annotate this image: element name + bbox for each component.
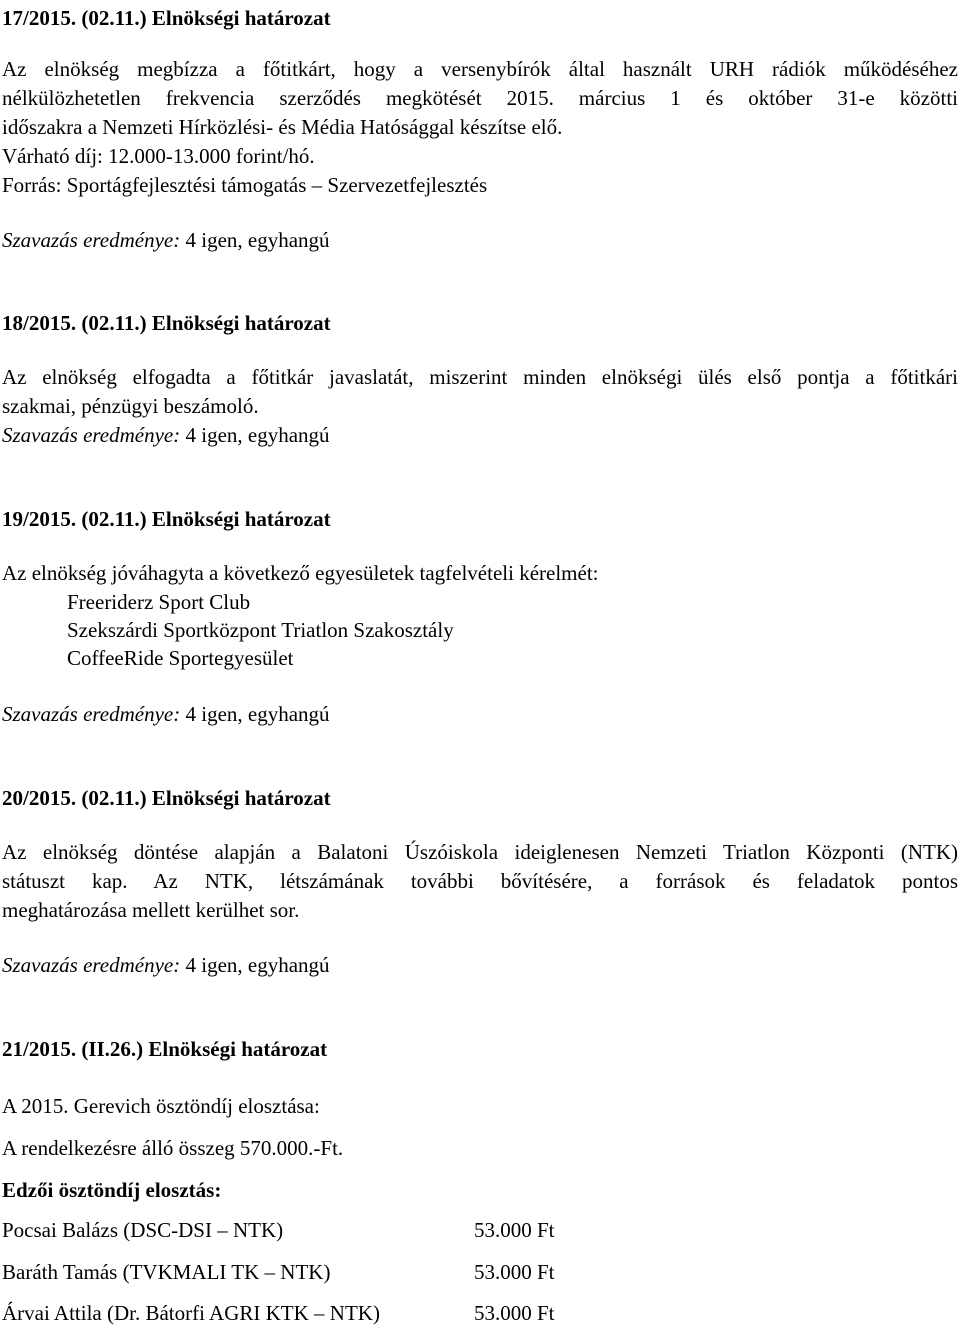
resolution-19-heading: 19/2015. (02.11.) Elnökségi határozat bbox=[2, 507, 331, 531]
scholarship-row-name: Baráth Tamás (TVKMALI TK – NTK) bbox=[2, 1260, 331, 1284]
resolution-20-vote bbox=[2, 951, 330, 979]
scholarship-row-name: Árvai Attila (Dr. Bátorfi AGRI KTK – NTK) bbox=[2, 1301, 380, 1325]
vote-value: 4 igen, egyhangú bbox=[180, 702, 330, 726]
vote-label: Szavazás eredménye: bbox=[2, 423, 181, 447]
scholarship-row-amount: 53.000 Ft bbox=[474, 1301, 555, 1325]
resolution-17-text-line: időszakra a Nemzeti Hírközlési- és Média Hatósággal készítse elő. bbox=[2, 115, 563, 139]
resolution-21-text-line: A 2015. Gerevich ösztöndíj elosztása: bbox=[2, 1094, 320, 1118]
vote-value: 4 igen, egyhangú bbox=[180, 423, 330, 447]
scholarship-row-amount: 53.000 Ft bbox=[474, 1260, 555, 1284]
vote-label: Szavazás eredménye: bbox=[2, 228, 181, 252]
resolution-17-text-line: nélkülözhetetlen frekvencia szerződés megkötését 2015. március 1 és október 31-e közötti bbox=[2, 86, 958, 110]
resolution-20-text-line: Az elnökség döntése alapján a Balatoni Úszóiskola ideiglenesen Nemzeti Triatlon Központi (NTK) bbox=[2, 840, 958, 864]
resolution-20-text-line: meghatározása mellett kerülhet sor. bbox=[2, 898, 300, 922]
resolution-17-heading: 17/2015. (02.11.) Elnökségi határozat bbox=[2, 6, 331, 30]
resolution-17-vote bbox=[2, 226, 330, 254]
club-list-item: Freeriderz Sport Club bbox=[67, 590, 251, 614]
vote-value: 4 igen, egyhangú bbox=[180, 953, 330, 977]
resolution-20-text-line: státuszt kap. Az NTK, létszámának további bővítésére, a források és feladatok pontos bbox=[2, 869, 958, 893]
vote-label: Szavazás eredménye: bbox=[2, 702, 181, 726]
resolution-19-text-line: Az elnökség jóváhagyta a következő egyesületek tagfelvételi kérelmét: bbox=[2, 561, 599, 585]
resolution-21-heading: 21/2015. (II.26.) Elnökségi határozat bbox=[2, 1037, 328, 1061]
scholarship-subheading: Edzői ösztöndíj elosztás: bbox=[2, 1178, 222, 1202]
resolution-18-vote bbox=[2, 421, 330, 449]
resolution-17-source: Forrás: Sportágfejlesztési támogatás – Szervezetfejlesztés bbox=[2, 173, 488, 197]
vote-value: 4 igen, egyhangú bbox=[180, 228, 330, 252]
vote-label: Szavazás eredménye: bbox=[2, 953, 181, 977]
scholarship-row-amount: 53.000 Ft bbox=[474, 1218, 555, 1242]
scholarship-row-name: Pocsai Balázs (DSC-DSI – NTK) bbox=[2, 1218, 284, 1242]
resolution-20-heading: 20/2015. (02.11.) Elnökségi határozat bbox=[2, 786, 331, 810]
resolution-18-text-line: szakmai, pénzügyi beszámoló. bbox=[2, 394, 259, 418]
resolution-19-vote bbox=[2, 700, 330, 728]
resolution-17-fee: Várható díj: 12.000-13.000 forint/hó. bbox=[2, 144, 315, 168]
resolution-21-budget: A rendelkezésre álló összeg 570.000.-Ft. bbox=[2, 1136, 344, 1160]
resolution-17-text-line: Az elnökség megbízza a főtitkárt, hogy a versenybírók által használt URH rádiók működéséhez bbox=[2, 57, 958, 81]
club-list-item: CoffeeRide Sportegyesület bbox=[67, 646, 294, 670]
resolution-18-text-line: Az elnökség elfogadta a főtitkár javaslatát, miszerint minden elnökségi ülés első pontja a főtitkári bbox=[2, 365, 958, 389]
resolution-18-heading: 18/2015. (02.11.) Elnökségi határozat bbox=[2, 311, 331, 335]
club-list-item: Szekszárdi Sportközpont Triatlon Szakosztály bbox=[67, 618, 454, 642]
